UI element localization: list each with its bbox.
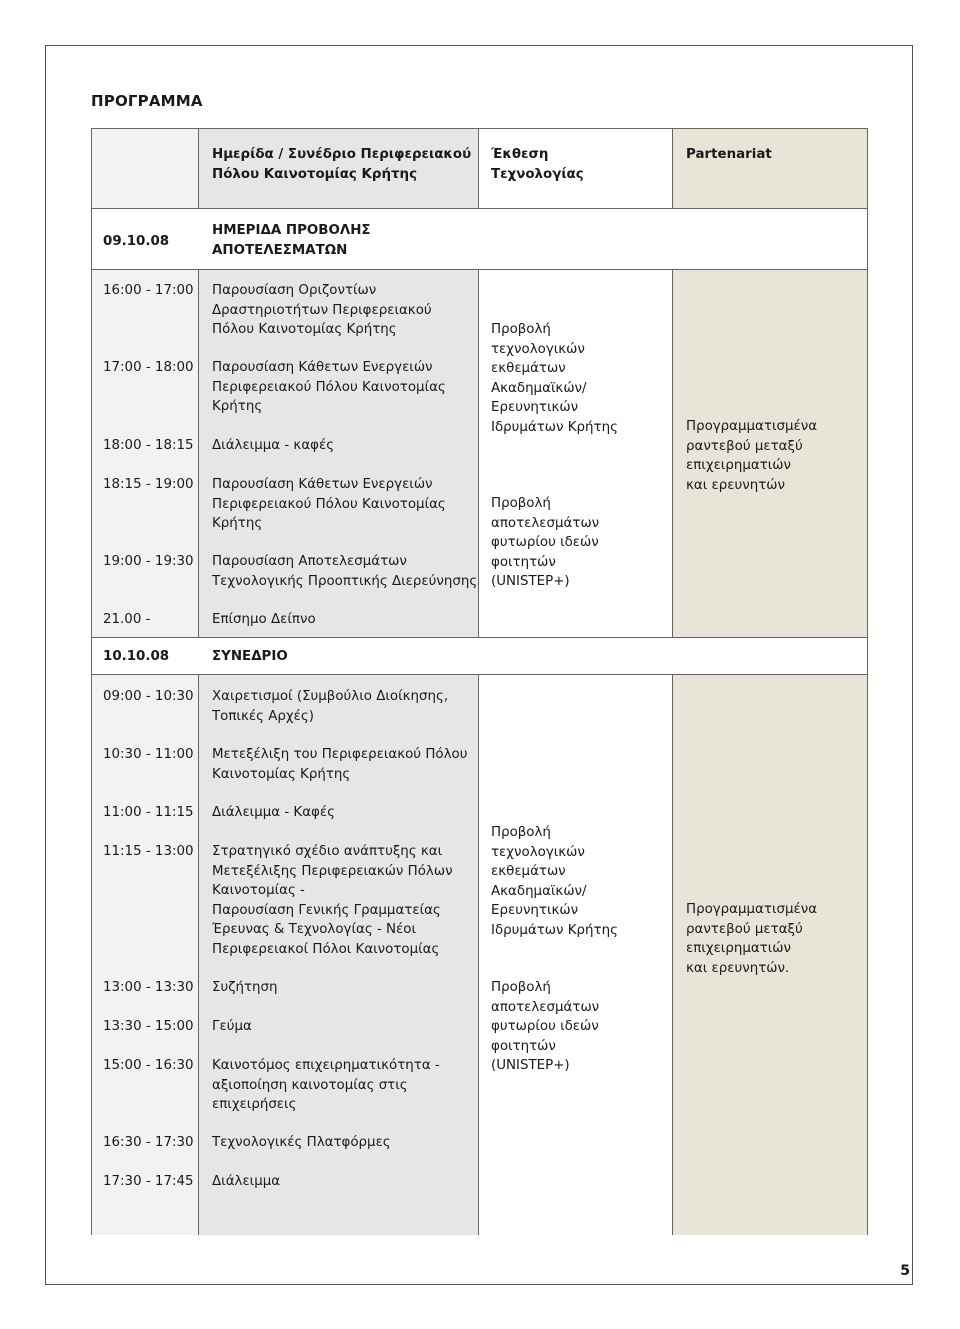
day1-activity-2: Παρουσίαση Κάθετων Ενεργειών Περιφερειακού Πόλου Καινοτομίας Κρήτης — [212, 360, 446, 414]
day2-band-bottom-rule — [91, 674, 868, 675]
day1-time-4: 18:15 - 19:00 — [103, 477, 194, 492]
day2-band — [91, 637, 868, 674]
table-top-rule — [91, 128, 868, 129]
day1-activity-1: Παρουσίαση Οριζοντίων Δραστηριοτήτων Περιφερειακού Πόλου Καινοτομίας Κρήτης — [212, 283, 432, 337]
day1-band — [91, 208, 868, 269]
day1-activity-4: Παρουσίαση Κάθετων Ενεργειών Περιφερειακού Πόλου Καινοτομίας Κρήτης — [212, 477, 446, 531]
day2-activity-7: Καινοτόμος επιχειρηματικότητα - αξιοποίηση καινοτομίας στις επιχειρήσεις — [212, 1058, 440, 1112]
day2-activity-3: Διάλειμμα - Καφές — [212, 805, 335, 820]
day2-activity-5: Συζήτηση — [212, 980, 278, 995]
day2-time-1: 09:00 - 10:30 — [103, 689, 194, 704]
header-partenariat: Partenariat — [686, 147, 772, 162]
day1-activity-5: Παρουσίαση Αποτελεσμάτων Τεχνολογικής Προοπτικής Διερεύνησης — [212, 554, 478, 589]
col-rule-3c — [672, 674, 673, 1235]
day2-activity-2: Μετεξέλιξη του Περιφερειακού Πόλου Καινοτομίας Κρήτης — [212, 747, 468, 782]
day2-time-8: 16:30 - 17:30 — [103, 1135, 194, 1150]
day2-time-5: 13:00 - 13:30 — [103, 980, 194, 995]
day1-title: ΗΜΕΡΙΔΑ ΠΡΟΒΟΛΗΣ ΑΠΟΤΕΛΕΣΜΑΤΩΝ — [212, 223, 371, 258]
day2-activity-8: Τεχνολογικές Πλατφόρμες — [212, 1135, 391, 1150]
table-right-rule — [867, 128, 868, 209]
page-heading: ΠΡΟΓΡΑΜΜΑ — [91, 92, 203, 110]
table-right-rule-2 — [867, 208, 868, 270]
day2-time-9: 17:30 - 17:45 — [103, 1174, 194, 1189]
day2-activity-1: Χαιρετισμοί (Συμβούλιο Διοίκησης, Τοπικές Αρχές) — [212, 689, 449, 724]
day1-time-2: 17:00 - 18:00 — [103, 360, 194, 375]
day1-exhibition-2: Προβολή αποτελεσμάτων φυτωρίου ιδεών φοιτητών (UNISTEP+) — [491, 496, 600, 589]
day1-activity-3: Διάλειμμα - καφές — [212, 438, 335, 453]
day1-date: 09.10.08 — [103, 234, 170, 249]
day2-partenariat: Προγραμματισμένα ραντεβού μεταξύ επιχειρηματιών και ερευνητών. — [686, 902, 818, 976]
day2-activity-4: Στρατηγικό σχέδιο ανάπτυξης και Μετεξέλιξης Περιφερειακών Πόλων Καινοτομίας - Παρουσίαση Γενικής Γραμματείας Έρευνας & Τεχνολογίας - Νέοι Περιφερειακοί Πόλοι Καινοτομίας — [212, 844, 453, 957]
day1-band-bottom-rule — [91, 269, 868, 270]
day2-exhibition-2: Προβολή αποτελεσμάτων φυτωρίου ιδεών φοιτητών (UNISTEP+) — [491, 980, 600, 1073]
header-conference: Ημερίδα / Συνέδριο Περιφερειακού Πόλου Καινοτομίας Κρήτης — [212, 147, 472, 182]
day2-time-7: 15:00 - 16:30 — [103, 1058, 194, 1073]
day1-activity-6: Επίσημο Δείπνο — [212, 612, 316, 627]
day1-time-5: 19:00 - 19:30 — [103, 554, 194, 569]
day2-activity-9: Διάλειμμα — [212, 1174, 281, 1189]
col-rule-1b — [198, 269, 199, 637]
partenariat-column-bg — [672, 128, 868, 1235]
col-rule-1 — [198, 128, 199, 209]
day1-exhibition-1: Προβολή τεχνολογικών εκθεμάτων Ακαδημαϊκών/ Ερευνητικών Ιδρυμάτων Κρήτης — [491, 322, 618, 435]
day2-date: 10.10.08 — [103, 649, 170, 664]
header-exhibition: Έκθεση Τεχνολογίας — [491, 147, 584, 182]
day2-title: ΣΥΝΕΔΡΙΟ — [212, 649, 288, 664]
day1-time-6: 21.00 - — [103, 612, 151, 627]
col-rule-1c — [198, 674, 199, 1235]
col-rule-3 — [672, 128, 673, 209]
day2-exhibition-1: Προβολή τεχνολογικών εκθεμάτων Ακαδημαϊκών/ Ερευνητικών Ιδρυμάτων Κρήτης — [491, 825, 618, 938]
day1-time-1: 16:00 - 17:00 — [103, 283, 194, 298]
day1-time-3: 18:00 - 18:15 — [103, 438, 194, 453]
day2-time-4: 11:15 - 13:00 — [103, 844, 194, 859]
day2-band-top-rule — [91, 637, 868, 638]
col-rule-2 — [478, 128, 479, 209]
day2-activity-6: Γεύμα — [212, 1019, 252, 1034]
table-left-rule — [91, 128, 92, 1235]
table-right-rule-3 — [867, 269, 868, 1235]
col-rule-2c — [478, 674, 479, 1235]
header-bottom-rule — [91, 208, 868, 209]
col-rule-2b — [478, 269, 479, 637]
day2-time-3: 11:00 - 11:15 — [103, 805, 194, 820]
day2-time-6: 13:30 - 15:00 — [103, 1019, 194, 1034]
col-rule-3b — [672, 269, 673, 637]
day1-partenariat: Προγραμματισμένα ραντεβού μεταξύ επιχειρηματιών και ερευνητών — [686, 419, 818, 493]
page-number: 5 — [900, 1263, 910, 1279]
day2-time-2: 10:30 - 11:00 — [103, 747, 194, 762]
